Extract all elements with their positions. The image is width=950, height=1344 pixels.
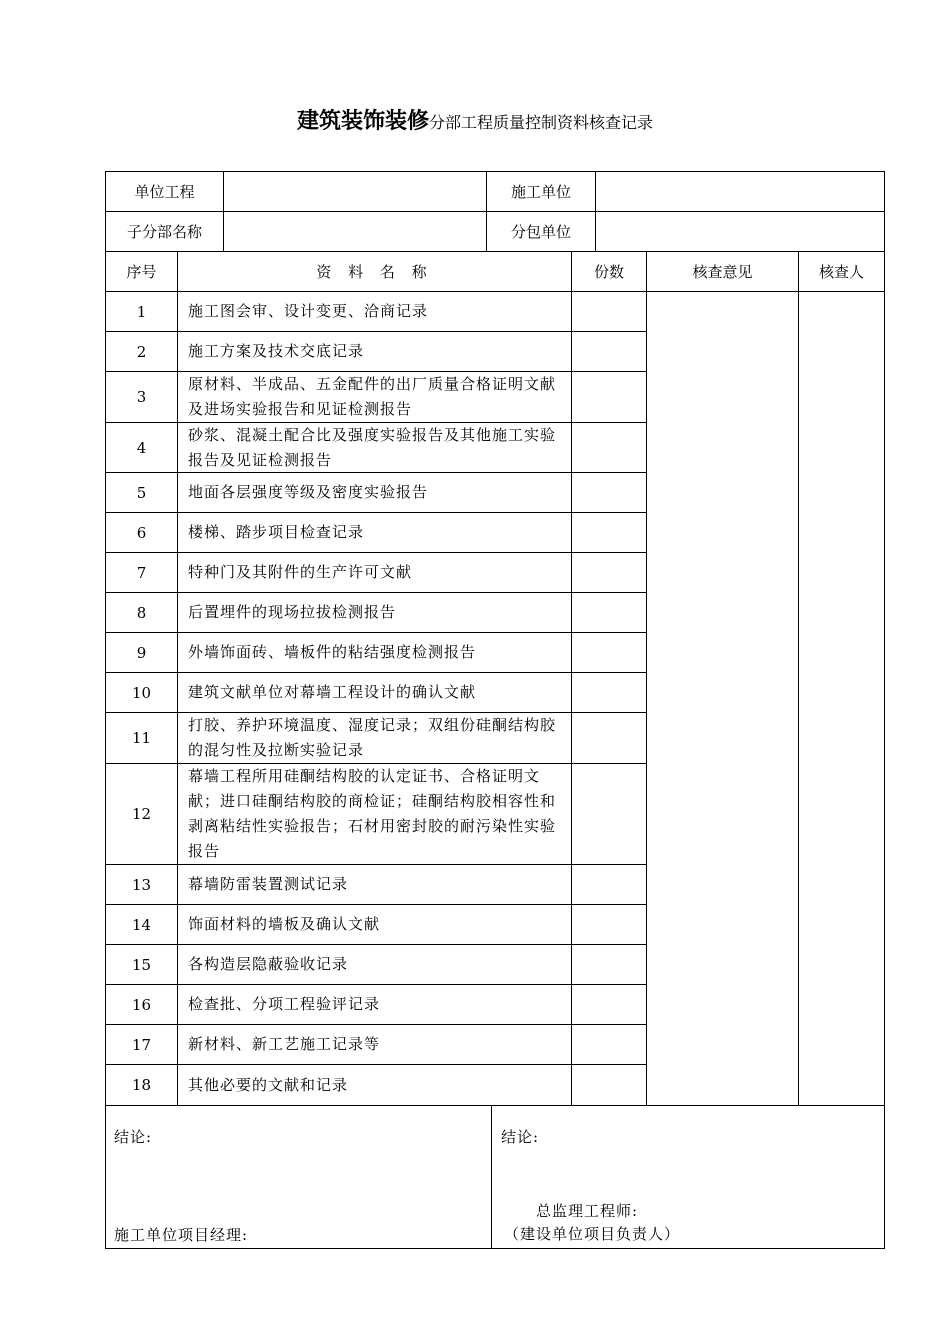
inspection-record-table [105, 171, 885, 1249]
conclusion-left-label: 结论: [114, 1128, 153, 1146]
table-row [106, 473, 646, 513]
document-name: 施工方案及技术交底记录 [177, 332, 571, 371]
subcontract-unit-field[interactable] [595, 212, 884, 251]
info-row-subdivision [106, 212, 884, 252]
sub-division-label: 子分部名称 [126, 223, 202, 241]
chief-supervisor-signature: 总监理工程师: [536, 1202, 639, 1220]
copies-cell[interactable] [571, 513, 646, 552]
conclusion-left[interactable] [106, 1106, 491, 1248]
copies-cell[interactable] [571, 292, 646, 331]
document-name: 原材料、半成品、五金配件的出厂质量合格证明文献及进场实验报告和见证检测报告 [177, 372, 571, 422]
copies-cell[interactable] [571, 593, 646, 632]
row-number: 8 [136, 603, 147, 622]
row-number: 4 [136, 438, 147, 457]
row-number: 16 [131, 995, 152, 1014]
table-row [106, 673, 646, 713]
copies-cell[interactable] [571, 673, 646, 712]
document-name: 新材料、新工艺施工记录等 [177, 1025, 571, 1064]
copies-cell[interactable] [571, 905, 646, 944]
document-name: 施工图会审、设计变更、洽商记录 [177, 292, 571, 331]
table-row [106, 423, 646, 473]
document-name: 饰面材料的墙板及确认文献 [177, 905, 571, 944]
row-number: 1 [136, 302, 147, 321]
header-name: 资 料 名 称 [177, 252, 571, 291]
row-number: 12 [131, 805, 152, 823]
conclusion-right[interactable] [491, 1106, 884, 1248]
copies-cell[interactable] [571, 1025, 646, 1064]
row-number: 15 [131, 955, 152, 974]
row-number: 18 [131, 1076, 152, 1094]
table-row [106, 593, 646, 633]
row-number: 14 [131, 915, 152, 934]
row-number: 6 [136, 523, 147, 542]
copies-cell[interactable] [571, 865, 646, 904]
table-row [106, 865, 646, 905]
copies-cell[interactable] [571, 372, 646, 422]
contractor-manager-signature: 施工单位项目经理: [114, 1226, 249, 1244]
row-number: 2 [136, 342, 147, 361]
document-name: 建筑文献单位对幕墙工程设计的确认文献 [177, 673, 571, 712]
row-number: 3 [136, 388, 147, 406]
title-rest: 分部工程质量控制资料核查记录 [429, 113, 654, 132]
document-name: 各构造层隐蔽验收记录 [177, 945, 571, 984]
construction-unit-label: 施工单位 [486, 172, 595, 211]
row-number: 7 [136, 563, 147, 582]
header-opinion: 核查意见 [646, 252, 798, 291]
document-title [0, 104, 950, 135]
table-row [106, 905, 646, 945]
table-row [106, 633, 646, 673]
table-row [106, 1025, 646, 1065]
document-name: 幕墙工程所用硅酮结构胶的认定证书、合格证明文献；进口硅酮结构胶的商检证；硅酮结构胶相容性和剥离粘结性实验报告；石材用密封胶的耐污染性实验报告 [177, 764, 571, 864]
checker-merged-cell[interactable] [798, 292, 884, 1105]
document-name: 外墙饰面砖、墙板件的粘结强度检测报告 [177, 633, 571, 672]
copies-cell[interactable] [571, 473, 646, 512]
copies-cell[interactable] [571, 1065, 646, 1105]
copies-cell[interactable] [571, 713, 646, 763]
title-bold: 建筑装饰装修 [296, 109, 429, 134]
copies-cell[interactable] [571, 945, 646, 984]
document-name: 打胶、养护环境温度、湿度记录；双组份硅酮结构胶的混匀性及拉断实验记录 [177, 713, 571, 763]
copies-cell[interactable] [571, 332, 646, 371]
document-name: 砂浆、混凝土配合比及强度实验报告及其他施工实验报告及见证检测报告 [177, 423, 571, 472]
table-row [106, 985, 646, 1025]
unit-project-field[interactable] [223, 172, 486, 211]
conclusion-right-label: 结论: [501, 1128, 540, 1146]
unit-project-label: 单位工程 [134, 183, 195, 201]
table-row [106, 713, 646, 764]
row-number: 10 [131, 683, 152, 702]
table-row [106, 553, 646, 593]
row-number: 5 [136, 483, 147, 502]
subcontract-unit-label: 分包单位 [486, 212, 595, 251]
items-block [106, 292, 884, 1106]
table-row [106, 1065, 646, 1105]
copies-cell[interactable] [571, 553, 646, 592]
header-checker: 核查人 [798, 252, 884, 291]
row-number: 17 [131, 1035, 152, 1054]
document-name: 特种门及其附件的生产许可文献 [177, 553, 571, 592]
table-row [106, 372, 646, 423]
copies-cell[interactable] [571, 985, 646, 1024]
table-row [106, 332, 646, 372]
document-name: 后置埋件的现场拉拔检测报告 [177, 593, 571, 632]
document-name: 幕墙防雷装置测试记录 [177, 865, 571, 904]
table-row [106, 945, 646, 985]
document-name: 楼梯、踏步项目检查记录 [177, 513, 571, 552]
table-row [106, 513, 646, 553]
conclusion-row [106, 1106, 884, 1248]
owner-representative-note: （建设单位项目负责人） [504, 1225, 681, 1243]
table-row [106, 292, 646, 332]
row-number: 13 [131, 875, 152, 894]
document-name: 检查批、分项工程验评记录 [177, 985, 571, 1024]
table-header-row [106, 252, 884, 292]
construction-unit-field[interactable] [595, 172, 884, 211]
copies-cell[interactable] [571, 633, 646, 672]
copies-cell[interactable] [571, 423, 646, 472]
copies-cell[interactable] [571, 764, 646, 864]
header-no: 序号 [126, 263, 157, 281]
row-number: 9 [136, 643, 147, 662]
document-name: 其他必要的文献和记录 [177, 1065, 571, 1105]
table-row [106, 764, 646, 865]
header-copies: 份数 [571, 252, 646, 291]
row-number: 11 [131, 729, 152, 747]
sub-division-field[interactable] [223, 212, 486, 251]
info-row-unit [106, 172, 884, 212]
document-name: 地面各层强度等级及密度实验报告 [177, 473, 571, 512]
item-list [106, 292, 646, 1105]
